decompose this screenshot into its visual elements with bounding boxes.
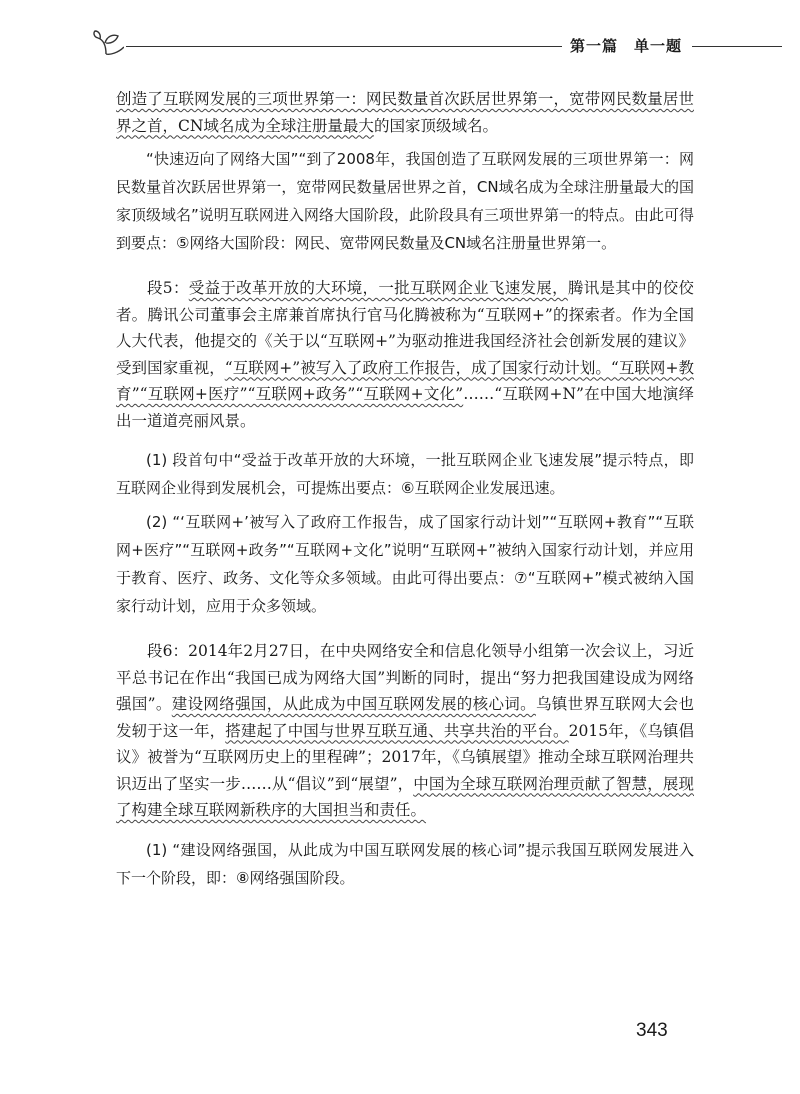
header-rule-right: [692, 46, 782, 47]
section-title: 第一篇 单一题: [569, 37, 682, 55]
page-number: 343: [636, 1020, 668, 1041]
page-header: [92, 30, 782, 60]
plain-text: 的国家顶级域名。: [373, 116, 498, 135]
plain-text: ……“互联网+N”在中国大地演绎出一道道亮丽风景。: [116, 385, 694, 430]
analysis-point-2: (2) “‘互联网+’被写入了政府工作报告，成了国家行动计划”“互联网+教育”“互联网+医疗”“互联网+政务”“互联网+文化”说明“互联网+”被纳入国家行动计划，并应用于教育、医疗、政务、文化等众多领域。由此可得出要点：⑦“互联网+”模式被纳入国家行动计划，应用于众多领域。: [116, 513, 694, 615]
analysis-point-3: (1) “建设网络强国，从此成为中国互联网发展的核心词”提示我国互联网发展进入下一个阶段，即：⑧网络强国阶段。: [116, 840, 694, 887]
page-body: [116, 86, 694, 892]
plain-text: 段6：2014年2月27日，在中央网络安全和信息化领导小组第一次会议上，习近平总书记在作出“我国已成为网络大国”判断的同时，提出“努力把我国建设成为网络强国”。: [116, 642, 694, 713]
underlined-text: 建设网络强国，从此成为中国互联网发展的核心词。: [171, 695, 536, 713]
sprout-icon: [92, 30, 124, 56]
plain-text: 段5：: [147, 279, 189, 297]
underlined-text: 受益于改革开放的大环境，一批互联网企业飞速发展，: [188, 279, 568, 297]
underlined-text: 创造了互联网发展的三项世界第一：网民数量首次跃居世界第一，宽带网民数量居世界之首，CN域名成为全球注册量最大: [116, 90, 694, 135]
analysis-paragraph: “快速迈向了网络大国”“到了2008年，我国创造了互联网发展的三项世界第一：网民数量首次跃居世界第一，宽带网民数量居世界之首，CN域名成为全球注册量最大的国家顶级域名”说明互联网进入网络大国阶段，此阶段具有三项世界第一的特点。由此可得到要点：⑤网络大国阶段：网民、宽带网民数量及CN域名注册量世界第一。: [116, 150, 694, 252]
plain-text: 2015年，《乌镇倡议》被誉为“互联网历史上的里程碑”；2017年，《乌镇展望》推动全球互联网治理共识迈出了坚实一步……从“倡议”到“展望”，: [116, 721, 694, 793]
plain-text: 腾讯是其中的佼佼者。腾讯公司董事会主席兼首席执行官马化腾被称为“互联网+”的探索者。作为全国人大代表，他提交的《关于以“互联网+”为驱动推进我国经济社会创新发展的建议》受到国家重视，: [116, 279, 694, 377]
analysis-point-1: (1) 段首句中“受益于改革开放的大环境，一批互联网企业飞速发展”提示特点，即互联网企业得到发展机会，可提炼出要点：⑥互联网企业发展迅速。: [116, 451, 694, 497]
header-rule-left: [126, 46, 562, 47]
underlined-text: 搭建起了中国与世界互联互通、共享共治的平台。: [225, 721, 569, 740]
plain-text: 乌镇世界互联网大会也发轫于这一年，: [116, 695, 694, 740]
underlined-text: 中国为全球互联网治理贡献了智慧，展现了构建全球互联网新秩序的大国担当和责任。: [116, 774, 694, 819]
paragraph-continued: [116, 86, 694, 139]
underlined-text: “互联网+”被写入了政府工作报告，成了国家行动计划。“互联网+教育”“互联网+医疗”“互联网+政务”“互联网+文化”: [116, 358, 694, 403]
source-paragraph-6: [116, 638, 694, 824]
source-paragraph-5: [116, 275, 694, 434]
